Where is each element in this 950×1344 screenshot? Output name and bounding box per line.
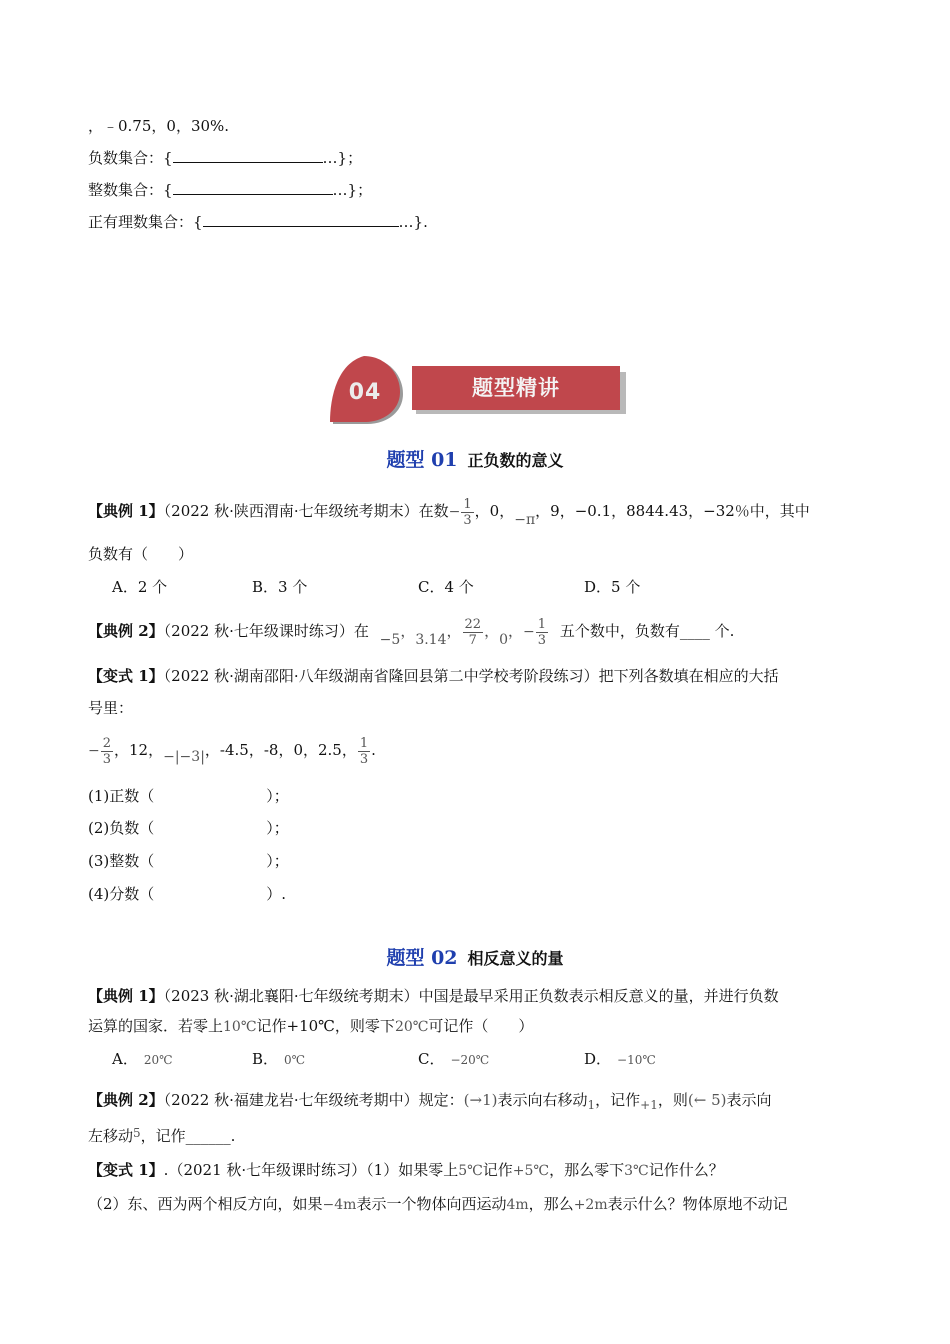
option-a[interactable] — [112, 1049, 173, 1070]
option-d[interactable] — [584, 1049, 656, 1070]
text-segment: 记作什么？ — [648, 1161, 724, 1179]
number-sequence-part: ，0， — [474, 502, 515, 520]
number-sequence-part: ，12， — [114, 741, 164, 759]
fraction-denominator: 3 — [463, 512, 472, 528]
integer-set-end: …}； — [332, 181, 373, 199]
option-b[interactable] — [252, 1049, 305, 1070]
s2-variation-1-question — [88, 1160, 724, 1181]
minus-sign: − — [523, 624, 535, 640]
variation-1-numbers — [88, 730, 376, 771]
banner-number: 04 — [348, 380, 382, 405]
text-segment: 记作+10℃，则零下 — [256, 1017, 395, 1035]
variation-tag: 【变式 1】 — [88, 1161, 164, 1179]
section-banner — [326, 352, 626, 424]
example-1-question — [88, 494, 810, 529]
text-segment: （2）东、西为两个相反方向，如果 — [88, 1195, 323, 1213]
example-source: （2022 秋·福建龙岩·七年级统考期中）规定： — [163, 1091, 464, 1109]
section-heading-02 — [0, 946, 950, 971]
text-segment: ，记作 — [595, 1091, 641, 1109]
minus-sign: − — [88, 743, 100, 759]
variation-source: .（2021 秋·七年级课时练习）（1）如果零上 — [163, 1161, 459, 1179]
fraction-denominator: 7 — [468, 632, 477, 648]
fraction-denominator: 3 — [359, 751, 369, 767]
text-segment: 表示向 — [726, 1091, 772, 1109]
fraction-one-third — [461, 497, 473, 528]
fraction-one-third — [358, 736, 370, 767]
example-source: （2023 秋·湖北襄阳·七年级统考期末）中国是最早采用正负数表示相反意义的量，并进行负数 — [163, 987, 779, 1005]
example-source: （2022 秋·七年级课时练习）在 — [163, 622, 369, 640]
example-tag: 【典例 1】 — [88, 502, 164, 520]
fraction-22-7 — [463, 617, 484, 648]
number-sequence-part: . — [371, 741, 376, 759]
answer-positive — [88, 786, 289, 806]
positive-rational-set-line — [88, 212, 428, 232]
fraction-numerator: 2 — [102, 735, 112, 751]
integer-set-blank[interactable] — [173, 180, 333, 195]
section-heading-name: 正负数的意义 — [467, 451, 564, 470]
option-c[interactable] — [418, 1049, 489, 1070]
positive-rational-set-label: 正有理数集合：{ — [88, 213, 203, 231]
answer-label: (2)负数（ — [88, 819, 155, 837]
answer-end: ）； — [266, 852, 289, 870]
option-d[interactable]: D．5 个 — [584, 578, 641, 596]
negative-set-label: 负数集合：{ — [88, 149, 173, 167]
arrow-right-one: (→1) — [463, 1091, 498, 1109]
example-tag: 【典例 1】 — [88, 987, 164, 1005]
number-neg-five: −5 — [379, 632, 401, 648]
continuation-line: ，﹣0.75，0，30%. — [88, 117, 230, 135]
s2-variation-1-line2 — [88, 1194, 788, 1215]
banner-title: 题型精讲 — [472, 376, 560, 400]
answer-label: (1)正数（ — [88, 787, 155, 805]
s2-example-1-question — [88, 986, 779, 1006]
negative-set-end: …}； — [322, 149, 363, 167]
answer-integer — [88, 851, 289, 871]
fraction-one-third — [536, 617, 548, 648]
minus-sign: − — [448, 504, 461, 520]
example-source: （2022 秋·陕西渭南·七年级统考期末）在数 — [163, 502, 449, 520]
negative-pi: −π — [514, 512, 536, 528]
example-tag: 【典例 2】 — [88, 622, 164, 640]
distance-value: −4m — [322, 1197, 357, 1213]
variation-tag: 【变式 1】 — [88, 667, 164, 685]
positive-rational-set-blank[interactable] — [203, 212, 399, 227]
text-segment: ，则 — [657, 1091, 688, 1109]
math-value: 5 — [133, 1126, 141, 1140]
option-letter: C． — [418, 1050, 445, 1068]
section-heading-name: 相反意义的量 — [467, 949, 564, 968]
s2-example-2-question — [88, 1090, 771, 1111]
fraction-denominator: 3 — [102, 751, 112, 767]
option-letter: D． — [584, 1050, 612, 1068]
option-c[interactable]: C．4 个 — [418, 578, 474, 596]
temperature-value: +5℃ — [512, 1163, 550, 1179]
section-heading-01 — [0, 448, 950, 473]
fraction-numerator: 1 — [537, 616, 547, 632]
text-segment: 表示一个物体向西运动 — [356, 1195, 507, 1213]
arrow-left-five: (← 5) — [687, 1091, 727, 1109]
math-value: 1 — [587, 1098, 596, 1112]
number-sequence-part: ，9，−0.1，8844.43，−32％中，其中 — [535, 502, 810, 520]
distance-value: 4m — [506, 1197, 529, 1213]
answer-fraction — [88, 884, 286, 904]
text-segment: 表示什么？物体原地不动记 — [607, 1195, 788, 1213]
fraction-numerator: 22 — [464, 616, 482, 632]
text-segment: ，记作______. — [140, 1127, 236, 1145]
option-value: −20℃ — [450, 1053, 490, 1067]
text-segment: 运算的国家．若零上 — [88, 1017, 224, 1035]
temperature-value: 20℃ — [394, 1019, 429, 1035]
temperature-value: 10℃ — [223, 1019, 257, 1035]
positive-rational-set-end: …}. — [398, 213, 428, 231]
number-three-fourteen: 3.14 — [415, 632, 447, 648]
answer-negative — [88, 818, 289, 838]
option-a[interactable]: A．2 个 — [112, 578, 168, 596]
option-value: −10℃ — [617, 1053, 656, 1067]
variation-1-line2: 号里： — [88, 699, 134, 717]
number-zero: 0 — [499, 632, 508, 648]
option-letter: A． — [112, 1050, 138, 1068]
answer-end: ）； — [266, 787, 289, 805]
option-value: 20℃ — [143, 1053, 173, 1067]
text-segment: ，那么零下 — [549, 1161, 625, 1179]
negative-set-line — [88, 148, 362, 168]
fraction-denominator: 3 — [537, 632, 547, 648]
temperature-value: 3℃ — [624, 1163, 649, 1179]
option-b[interactable]: B．3 个 — [252, 578, 308, 596]
math-value: +1 — [640, 1098, 658, 1112]
number-sequence-part: ，-4.5，-8，0，2.5， — [204, 741, 357, 759]
variation-source: （2022 秋·湖南邵阳·八年级湖南省隆回县第二中学校考阶段练习）把下列各数填在相应的大括 — [163, 667, 779, 685]
fraction-two-thirds — [101, 736, 113, 767]
answer-end: ）. — [266, 885, 287, 903]
section-heading-number: 题型 01 — [386, 449, 458, 471]
answer-label: (3)整数（ — [88, 852, 155, 870]
distance-value: +2m — [573, 1197, 608, 1213]
fraction-numerator: 1 — [359, 735, 369, 751]
integer-set-label: 整数集合：{ — [88, 181, 173, 199]
example-2-tail: 五个数中，负数有____ 个. — [559, 622, 735, 640]
s2-example-1-line2 — [88, 1016, 533, 1037]
variation-1-question — [88, 666, 779, 686]
text-segment: 记作 — [482, 1161, 513, 1179]
answer-end: ）； — [266, 819, 289, 837]
answer-label: (4)分数（ — [88, 885, 155, 903]
text-segment: 可记作（ ） — [428, 1017, 534, 1035]
integer-set-line — [88, 180, 372, 200]
negative-absolute-value: −|−3| — [163, 749, 205, 765]
option-value: 0℃ — [284, 1053, 306, 1067]
negative-set-blank[interactable] — [173, 148, 323, 163]
example-1-line2: 负数有（ ） — [88, 545, 194, 563]
fraction-numerator: 1 — [463, 496, 472, 512]
s2-example-2-line2 — [88, 1126, 235, 1147]
text-segment: ，那么 — [528, 1195, 574, 1213]
section-heading-number: 题型 02 — [386, 947, 458, 969]
text-segment: 左移动 — [88, 1127, 134, 1145]
temperature-value: 5℃ — [458, 1163, 483, 1179]
text-segment: 表示向右移动 — [497, 1091, 588, 1109]
option-letter: B． — [252, 1050, 279, 1068]
example-2-question: 【典例 2】（2022 秋·七年级课时练习）在 −5，3.14， $\frac{22}{7}$ ，0，− $\frac{1}{3}$ 五个数中，负数有____ 个. — [88, 616, 735, 648]
example-tag: 【典例 2】 — [88, 1091, 164, 1109]
